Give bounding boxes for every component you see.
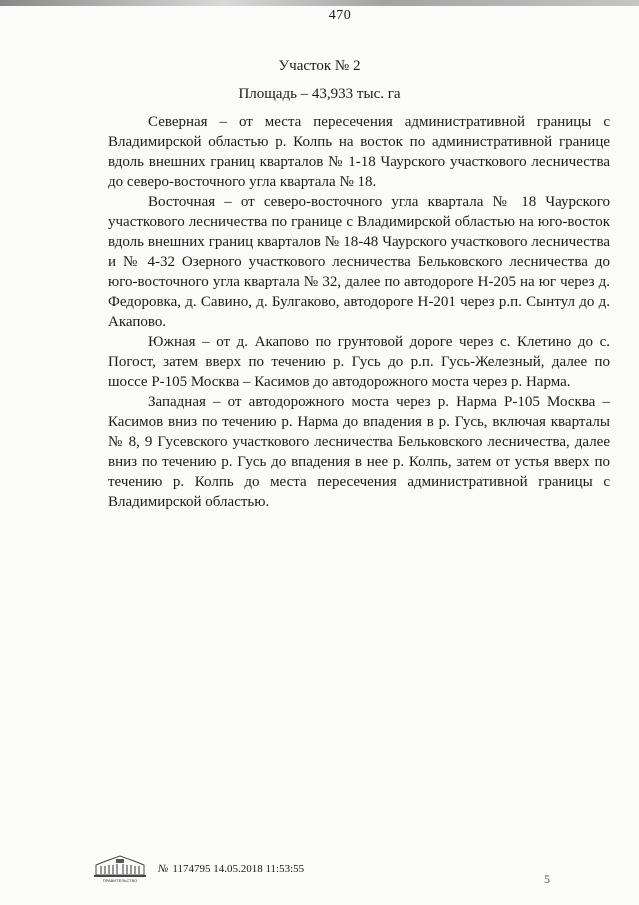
area-subtitle: Площадь – 43,933 тыс. га — [238, 86, 401, 102]
paragraph-east: Восточная – от северо-восточного угла квартала № 18 Чаурского участкового лесничества по границе с Владимирской областью на юго-восток вдоль внешних границ кварталов № 18-48 Чаурского участкового лесничества и № 4-32 Озерного участкового лесничества Бельковского лесничества до юго-восточного угла квартала № 32, далее по автодороге Н-205 на юг через д. Федоровка, д. Савино, д. Булгаково, автодороге Н-201 через р.п. Сынтул до д. Акапово. — [108, 194, 610, 330]
svg-text:ПРАВИТЕЛЬСТВО: ПРАВИТЕЛЬСТВО — [102, 878, 138, 883]
page-number: 470 — [328, 8, 352, 23]
registration-number-datetime: 1174795 14.05.2018 11:53:55 — [172, 863, 305, 875]
paragraph-south: Южная – от д. Акапово по грунтовой дороге через с. Клетино до с. Погост, затем вверх по течению р. Гусь до р.п. Гусь-Железный, далее по шоссе Р-105 Москва – Касимов до автодорожного моста через р. Нарма. — [108, 334, 610, 390]
boundary-description — [108, 112, 610, 512]
paragraph-north: Северная – от места пересечения административной границы с Владимирской областью р. Колпь на восток по административной границе вдоль внешних границ кварталов № 1-18 Чаурского участкового лесничества до северо-восточного угла квартала № 18. — [108, 114, 610, 190]
government-building-logo — [92, 853, 148, 883]
scan-edge-shadow — [0, 0, 639, 6]
section-title: Участок № 2 — [278, 58, 361, 74]
paragraph-west: Западная – от автодорожного моста через р. Нарма Р-105 Москва – Касимов вниз по течению р. Нарма до впадения в р. Гусь, включая кварталы № 8, 9 Гусевского участкового лесничества Бельковского лесничества, далее вниз по течению р. Гусь до впадения в нее р. Колпь, затем от устья вверх по течению р. Колпь до места пересечения административной границы с Владимирской областью. — [108, 394, 610, 510]
registration-footer — [92, 853, 392, 883]
registration-stamp — [158, 863, 304, 875]
number-symbol: № — [158, 863, 169, 875]
corner-page-mark: 5 — [544, 872, 550, 886]
